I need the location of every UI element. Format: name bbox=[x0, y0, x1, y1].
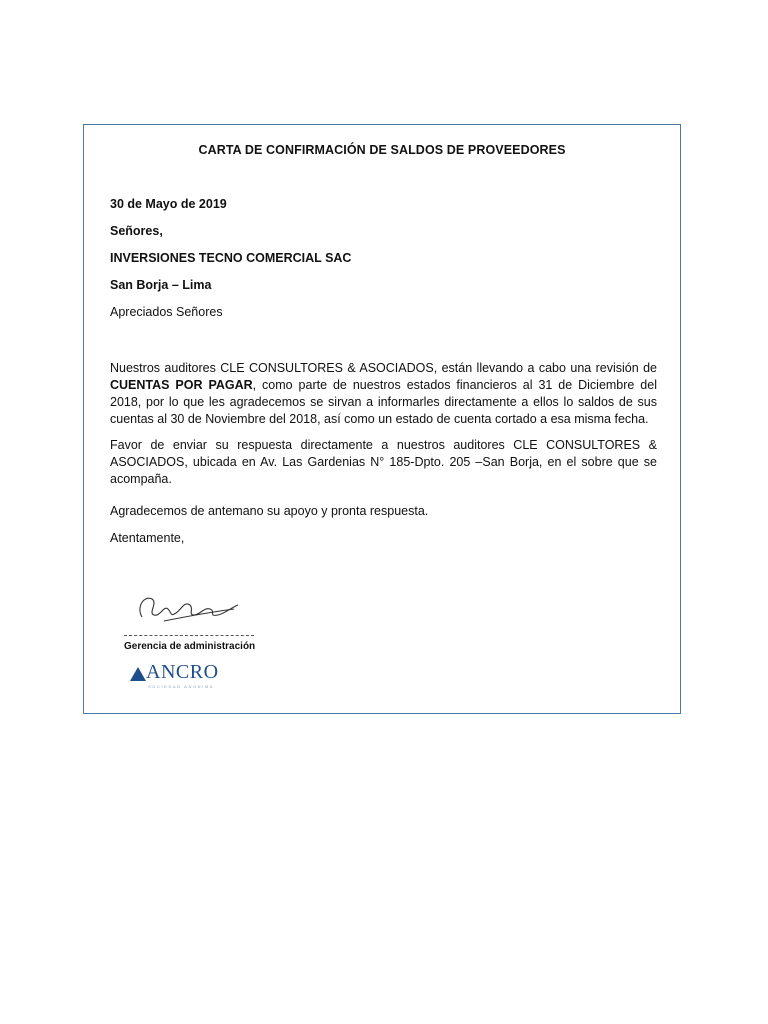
paragraph-2: Favor de enviar su respuesta directamente a nuestros auditores CLE CONSULTORES & ASOCIADOS, ubicada en Av. Las Gardenias N° 185-Dpto. 205 –San Borja, en el sobre que se acompaña. bbox=[110, 438, 657, 486]
paragraph-1-start: Nuestros auditores CLE CONSULTORES & ASOCIADOS, están llevando a cabo una revisión de bbox=[110, 361, 657, 375]
paragraph-1 bbox=[110, 360, 657, 428]
logo-subtitle: SOCIEDAD ANONIMA bbox=[148, 684, 215, 689]
closing: Atentamente, bbox=[110, 531, 185, 545]
signer-department: Gerencia de administración bbox=[124, 641, 256, 652]
signature-line bbox=[124, 635, 254, 636]
paragraph-3: Agradecemos de antemano su apoyo y pronta respuesta. bbox=[110, 504, 429, 518]
logo-text: ANCRO bbox=[146, 661, 219, 683]
letter-date: 30 de Mayo de 2019 bbox=[110, 197, 227, 211]
company-logo bbox=[130, 661, 250, 689]
paragraph-1-bold: CUENTAS POR PAGAR bbox=[110, 378, 253, 392]
letter-title: CARTA DE CONFIRMACIÓN DE SALDOS DE PROVEEDORES bbox=[198, 143, 566, 157]
signature-icon bbox=[134, 587, 244, 627]
recipient-location: San Borja – Lima bbox=[110, 278, 212, 292]
letter-frame bbox=[83, 124, 681, 714]
paragraph-1-end: , como parte de nuestros estados financieros al 31 de Diciembre del 2018, por lo que les agradecemos se sirvan a informarles directamente a ellos lo saldos de sus cuentas al 30 de Noviembre del 2018, así como un estado de cuenta cortado a esa misma fecha. bbox=[110, 378, 657, 426]
salutation: Señores, bbox=[110, 224, 163, 238]
triangle-logo-icon bbox=[130, 667, 146, 681]
greeting: Apreciados Señores bbox=[110, 305, 223, 319]
recipient-company: INVERSIONES TECNO COMERCIAL SAC bbox=[110, 251, 352, 265]
